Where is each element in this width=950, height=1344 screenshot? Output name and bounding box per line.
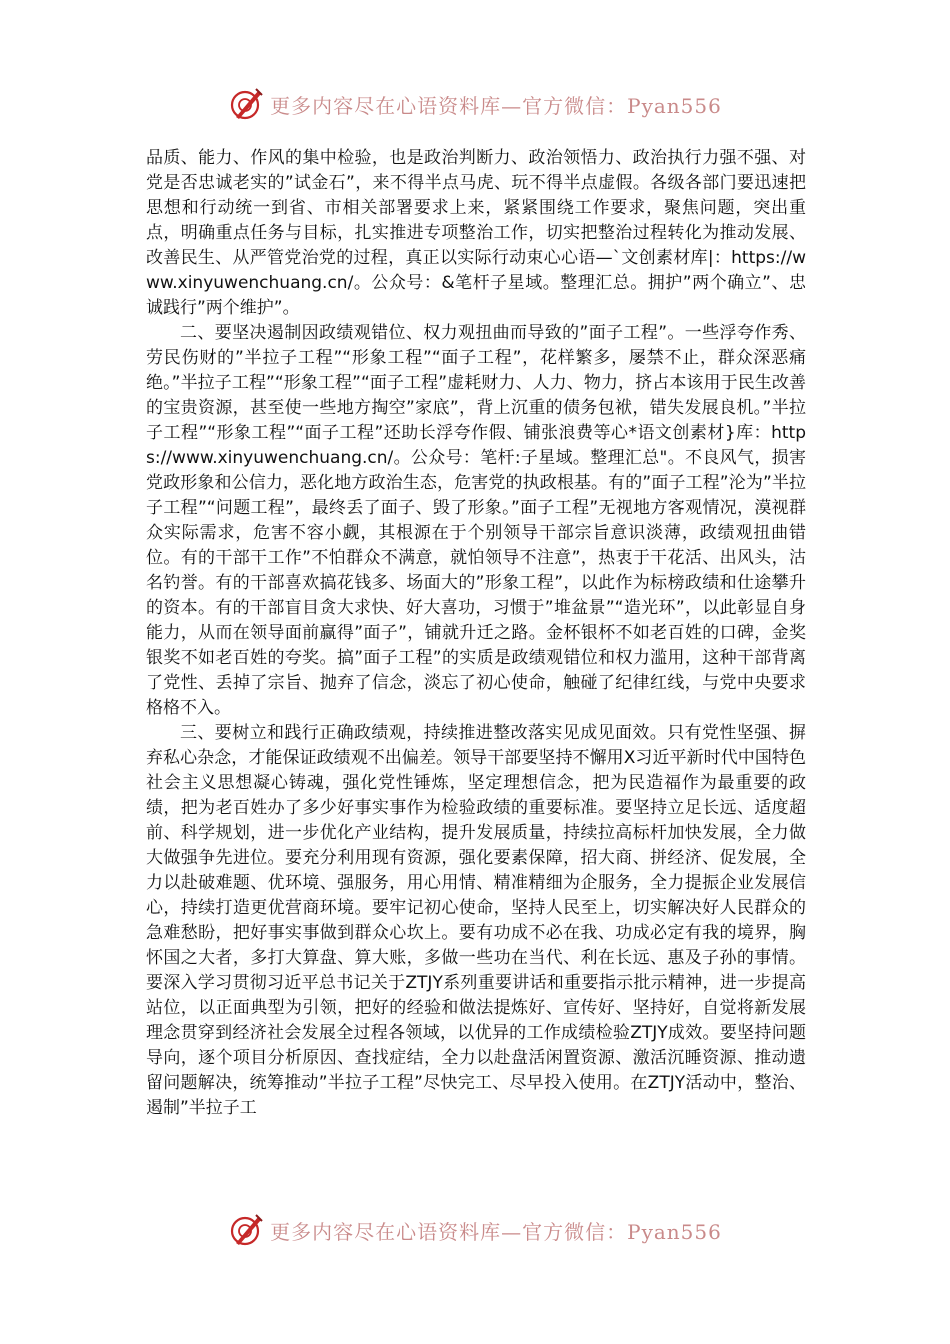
footer-banner-text: 更多内容尽在心语资料库—官方微信：Pyan556: [270, 1219, 722, 1244]
pen-logo-icon: [228, 1212, 264, 1248]
paragraph: 品质、能力、作风的集中检验，也是政治判断力、政治领悟力、政治执行力强不强、对党是否忠诚老实的”试金石”，来不得半点马虎、玩不得半点虚假。各级各部门要迅速把思想和行动统一到省、市相关部署要求上来，紧紧围绕工作要求，聚焦问题，突出重点，明确重点任务与目标，扎实推进专项整治工作，切实把整治过程转化为推动发展、改善民生、从严管党治党的过程，真正以实际行动束心心语—`文创素材库|：https://www.xinyuwenchuang.cn/。公众号：&笔杆子星域。整理汇总。拥护”两个确立”、忠诚践行”两个维护”。: [146, 148, 806, 318]
paragraph: 三、要树立和践行正确政绩观，持续推进整改落实见成见面效。只有党性坚强、摒弃私心杂念，才能保证政绩观不出偏差。领导干部要坚持不懈用X习近平新时代中国特色社会主义思想凝心铸魂，强化党性锤炼，坚定理想信念，把为民造福作为最重要的政绩，把为老百姓办了多少好事实事作为检验政绩的重要标准。要坚持立足长远、适度超前、科学规划，进一步优化产业结构，提升发展质量，持续拉高标杆加快发展，全力做大做强争先进位。要充分利用现有资源，强化要素保障，招大商、拼经济、促发展，全力以赴破难题、优环境、强服务，用心用情、精准精细为企服务，全力提振企业发展信心，持续打造更优营商环境。要牢记初心使命，坚持人民至上，切实解决好人民群众的急难愁盼，把好事实事做到群众心坎上。要有功成不必在我、功成必定有我的境界，胸怀国之大者，多打大算盘、算大账，多做一些功在当代、利在长远、惠及子孙的事情。要深入学习贯彻习近平总书记关于ZTJY系列重要讲话和重要指示批示精神，进一步提高站位，以正面典型为引领，把好的经验和做法提炼好、宣传好、坚持好，自觉将新发展理念贯穿到经济社会发展全过程各领域，以优异的工作成绩检验ZTJY成效。要坚持问题导向，逐个项目分析原因、查找症结，全力以赴盘活闲置资源、激活沉睡资源、推动遗留问题解决，统筹推动”半拉子工程”尽快完工、尽早投入使用。在ZTJY活动中，整治、遏制”半拉子工: [146, 723, 806, 1118]
document-body: [146, 146, 806, 1121]
header-banner: [0, 84, 950, 124]
header-banner-text: 更多内容尽在心语资料库—官方微信：Pyan556: [270, 93, 722, 118]
footer-banner: [0, 1210, 950, 1250]
paragraph: 二、要坚决遏制因政绩观错位、权力观扭曲而导致的”面子工程”。一些浮夸作秀、劳民伤财的”半拉子工程”“形象工程”“面子工程”，花样繁多，屡禁不止，群众深恶痛绝。”半拉子工程”“形象工程”“面子工程”虚耗财力、人力、物力，挤占本该用于民生改善的宝贵资源，甚至使一些地方掏空”家底”，背上沉重的债务包袱，错失发展良机。”半拉子工程”“形象工程”“面子工程”还助长浮夸作假、铺张浪费等心*语文创素材}库：https://www.xinyuwenchuang.cn/。公众号：笔杆:子星域。整理汇总"。不良风气，损害党政形象和公信力，恶化地方政治生态，危害党的执政根基。有的”面子工程”沦为”半拉子工程”“问题工程”，最终丢了面子、毁了形象。”面子工程”无视地方客观情况，漠视群众实际需求，危害不容小觑，其根源在于个别领导干部宗旨意识淡薄，政绩观扭曲错位。有的干部干工作”不怕群众不满意，就怕领导不注意”，热衷于干花活、出风头，沽名钓誉。有的干部喜欢搞花钱多、场面大的”形象工程”，以此作为标榜政绩和仕途攀升的资本。有的干部盲目贪大求快、好大喜功，习惯于”堆盆景”“造光环”，以此彰显自身能力，从而在领导面前赢得”面子”，铺就升迁之路。金杯银杯不如老百姓的口碑，金奖银奖不如老百姓的夸奖。搞”面子工程”的实质是政绩观错位和权力滥用，这种干部背离了党性、丢掉了宗旨、抛弃了信念，淡忘了初心使命，触碰了纪律红线，与党中央要求格格不入。: [146, 323, 806, 718]
pen-logo-icon: [228, 86, 264, 122]
